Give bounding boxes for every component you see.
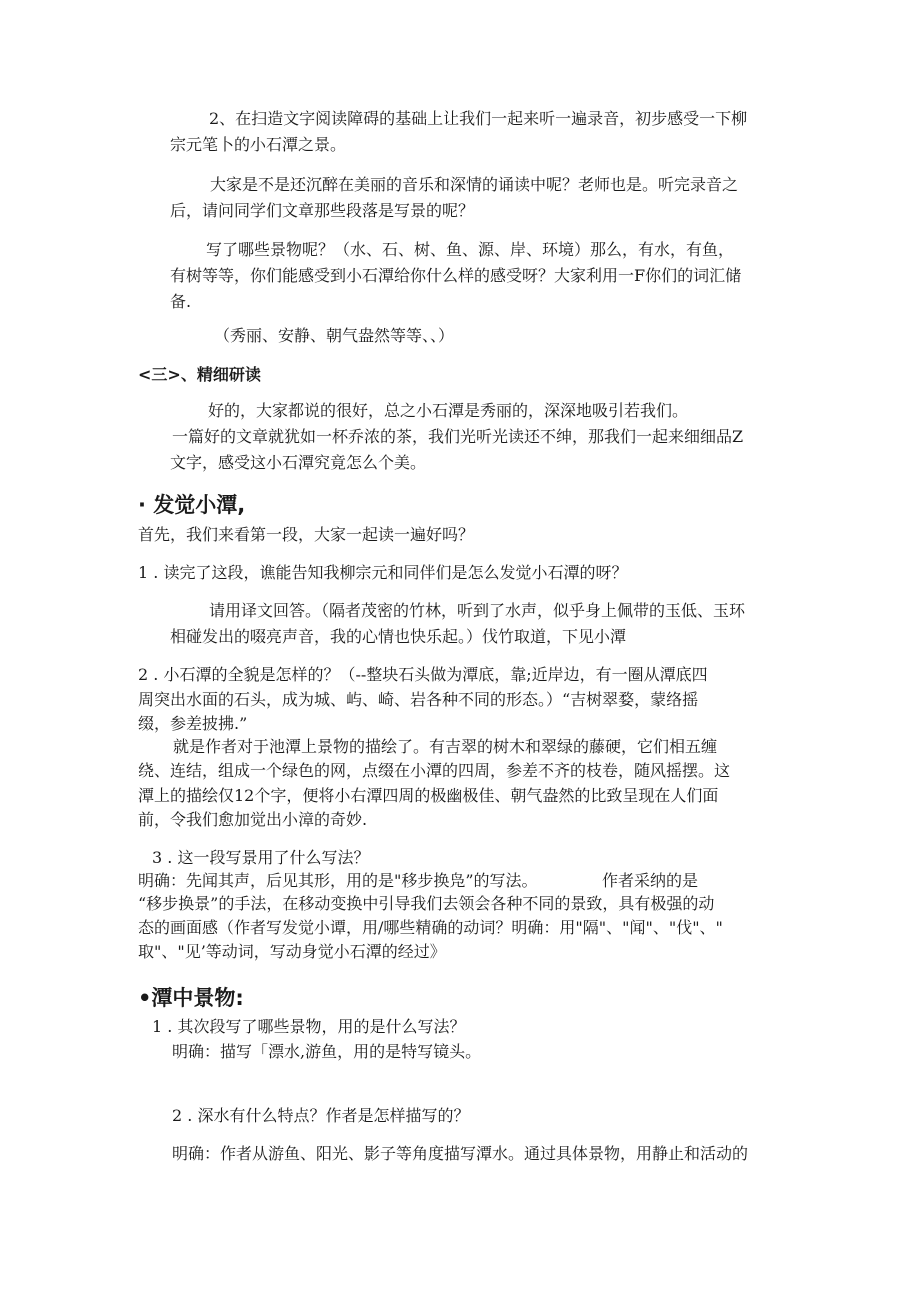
text-line: 1 . 其次段写了哪些景物，用的是什么写法？ xyxy=(152,1017,466,1036)
text-line: 绕、连结，组成一个绿色的网，点缀在小潭的四周，参差不齐的枝卷，随风摇摆。这 xyxy=(138,761,731,780)
text-line: 一篇好的文章就犹如一杯乔浓的茶，我们光听光读还不绅，那我们一起来细细品Z xyxy=(172,427,744,446)
text-line: 态的画面感（作者写发觉小谭，用/哪些精确的动词？明确：用"隔"、"闻"、"伐"、" xyxy=(138,918,723,937)
text-line: 2 . 小石潭的全貌是怎样的？（--整块石头做为潭底，靠;近岸边，有一圈从潭底四 xyxy=(138,665,708,684)
text-line: 备. xyxy=(170,292,192,311)
text-line: 前，令我们愈加觉出小漳的奇妙. xyxy=(138,810,368,829)
text-line: 宗元笔卜的小石潭之景。 xyxy=(170,135,347,154)
text-line: 大家是不是还沉醉在美丽的音乐和深情的诵读中呢？老师也是。听完录音之 xyxy=(210,175,739,194)
text-line: 作者采纳的是 xyxy=(602,871,699,890)
text-line: 后，请问同学们文章那些段落是写景的呢？ xyxy=(170,201,475,220)
text-line: 取"、"见’等动词，写动身觉小石潭的经过》 xyxy=(138,942,446,961)
text-line: 有树等等，你们能感受到小石潭给你什么样的感受呀？大家利用一F你们的词汇储 xyxy=(170,266,742,285)
text-line: “移步换景”的手法，在移动变换中引导我们去领会各种不同的景致，具有极强的动 xyxy=(138,894,715,913)
text-line: 写了哪些景物呢？（水、石、树、鱼、源、岸、环境）那么，有水，有鱼， xyxy=(206,240,735,259)
text-line: 文字，感受这小石潭究竟怎么个美。 xyxy=(170,453,427,472)
text-line: 明确：描写「漂水,游鱼，用的是特写镜头。 xyxy=(172,1042,482,1061)
text-line: 1 . 读完了这段，谯能告知我柳宗元和同伴们是怎么发觉小石潭的呀？ xyxy=(138,563,628,582)
text-line: 好的，大家都说的很好，总之小石潭是秀丽的，深深地吸引若我们。 xyxy=(208,401,689,420)
text-line: 潭上的描绘仅12个字，便将小右潭四周的极幽极佳、朝气盎然的比致呈现在人们面 xyxy=(138,786,719,805)
text-line: （秀丽、安静、朝气盎然等等、、） xyxy=(214,326,455,345)
section-heading-pond-scenery: •潭中景物: xyxy=(138,986,244,1010)
text-line: 缀，参差披拂.” xyxy=(138,714,248,733)
text-line: 2 . 深水有什么特点？作者是怎样描写的？ xyxy=(172,1106,470,1125)
text-line: 明确：先闻其声，后见其形，用的是"移步换凫”的写法。 xyxy=(138,871,538,890)
text-line: 3 . 这一段写景用了什么写法？ xyxy=(152,848,370,867)
text-line: 周突出水面的石头，成为城、屿、崎、岩各种不同的形态。）“吉树翠婺，蒙络摇 xyxy=(138,690,699,709)
text-line: 请用译文回答。（隔者茂密的竹林，听到了水声，似乎身上佩带的玉低、玉环 xyxy=(209,601,746,620)
section-heading-discover-pond: · 发觉小潭, xyxy=(138,493,246,517)
text-line: 首先，我们来看第一段，大家一起读一遍好吗？ xyxy=(138,525,475,544)
text-line: 明确：作者从游鱼、阳光、影子等角度描写潭水。通过具体景物，用静止和活动的 xyxy=(172,1144,749,1163)
text-line: 就是作者对于池潭上景物的描绘了。有吉翠的树木和翠绿的藤硬，它们相五缠 xyxy=(173,737,718,756)
section-heading-detailed-reading: <三>、精细研读 xyxy=(138,365,261,384)
text-line: 相碰发出的啜亮声音，我的心情也快乐起。）伐竹取道，下见小潭 xyxy=(170,627,627,646)
text-line: 2、在扫造文字阅读障碍的基础上让我们一起来听一遍录音，初步感受一下柳 xyxy=(209,109,748,128)
